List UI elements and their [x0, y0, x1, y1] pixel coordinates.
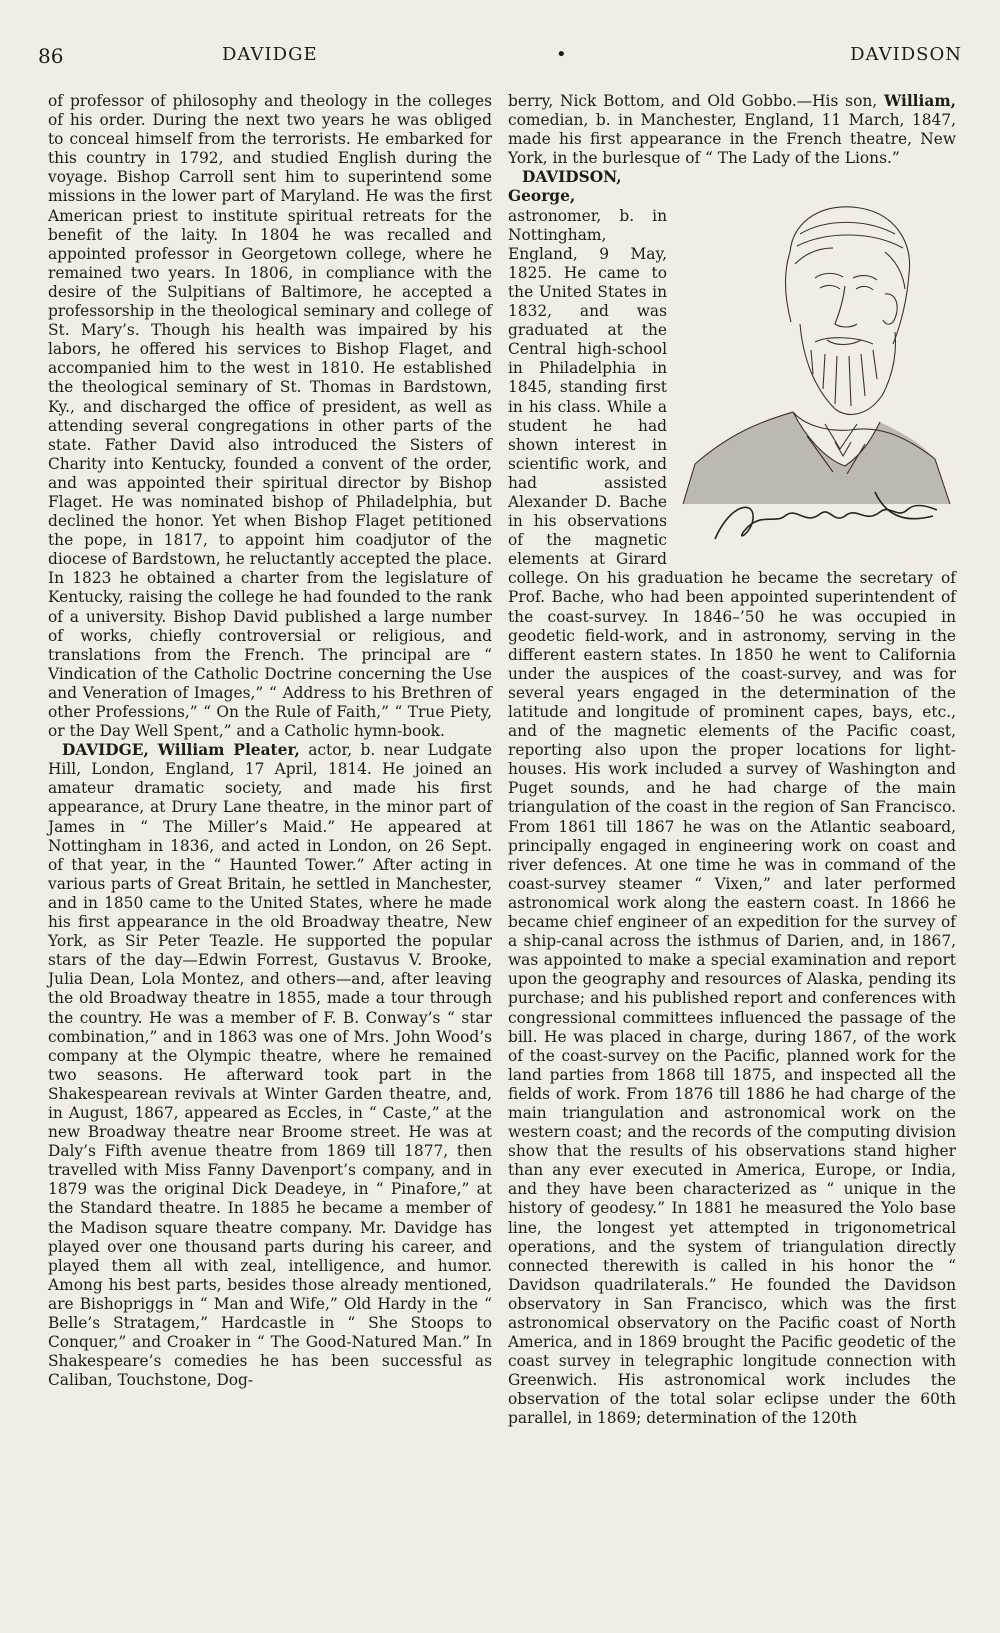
davidge-continuation-text: berry, Nick Bottom, and Old Gobbo.—His son, [508, 92, 884, 110]
page-number: 86 [38, 44, 64, 68]
davidson-entry-name: DAVIDSON, George, [508, 168, 622, 206]
right-column [508, 92, 956, 1429]
davidge-entry [48, 741, 492, 1390]
davidson-entry-text: astronomer, b. in Nottingham, England, 9 May, 1825. He came to the United States in 1832, and was graduated at the Central high-school in Philadelphia in 1845, standing first in his class. While a student he had shown interest in scientific work, and had assisted Alexander D. Bache in his observations of the magnetic elements at Girard college. On his graduation he became the secretary of Prof. Bache, who had been appointed superintendent of the coast-survey. In 1846–’50 he was occupied in geodetic field-work, and in astronomy, serving in the different eastern states. In 1850 he went to California under the auspices of the coast-survey, and was for several years engaged in the determination of the latitude and longitude of prominent capes, bays, etc., and of the magnetic elements of the Pacific coast, reporting also upon the proper locations for light-houses. His work included a survey of Washington and Puget sounds, and he had charge of the main triangulation of the coast in the region of San Francisco. From 1861 till 1867 he was on the Atlantic seaboard, principally engaged in engineering work on coast and river defences. At one time he was in command of the coast-survey steamer “ Vixen,” and later performed astronomical work along the eastern coast. In 1866 he became chief engineer of an expedition for the survey of a ship-canal across the isthmus of Darien, and, in 1867, was appointed to make a special examination and report upon the geography and resources of Alaska, pending its purchase; and his published report and conferences with congressional committees influenced the passage of the bill. He was placed in charge, during 1867, of the work of the coast-survey on the Pacific, planned work for the land parties from 1868 till 1875, and inspected all the fields of work. From 1876 till 1886 he had charge of the main triangulation and astronomical work on the western coast; and the records of the computing division show that the results of his observations stand higher than any ever executed in America, Europe, or India, and they have been characterized as “ unique in the history of geodesy.” In 1881 he measured the Yolo base line, the longest yet attempted in trigonometrical operations, and the system of triangulation directly connected therewith is called in his honor the “ Davidson quadrilaterals.” He founded the Davidson observatory in San Francisco, which was the first astronomical observatory on the Pacific coast of North America, and in 1869 brought the Pacific geodetic of the coast survey in telegraphic longitude connection with Greenwich. His astronomical work includes the observation of the total solar eclipse under the 60th parallel, in 1869; determination of the 120th [508, 206, 956, 1428]
running-header [38, 44, 962, 74]
davidson-entry [508, 168, 956, 1428]
davidge-entry-text: actor, b. near Ludgate Hill, London, England, 17 April, 1814. He joined an amateur dramatic society, and made his first appearance, at Drury Lane theatre, in the minor part of James in “ The Miller’s Maid.” He appeared at Nottingham in 1836, and acted in London, on 26 Sept. of that year, in the “ Haunted Tower.” After acting in various parts of Great Britain, he settled in Manchester, and in 1850 came to the United States, where he made his first appearance in the old Broadway theatre, New York, as Sir Peter Teazle. He supported the popular stars of the day—Edwin Forrest, Gustavus V. Brooke, Julia Dean, Lola Montez, and others—and, after leaving the old Broadway theatre in 1855, made a tour through the country. He was a member of F. B. Conway’s “ star combination,” and in 1863 was one of Mrs. John Wood’s company at the Olympic theatre, where he remained two seasons. He afterward took part in the Shakespearean revivals at Winter Garden theatre, and, in August, 1867, appeared as Eccles, in “ Caste,” at the new Broadway theatre near Broome street. He was at Daly’s Fifth avenue theatre from 1869 till 1877, then travelled with Miss Fanny Davenport’s company, and in 1879 was the original Dick Deadeye, in “ Pinafore,” at the Standard theatre. In 1885 he became a member of the Madison square theatre company. Mr. Davidge has played over one thousand parts during his career, and played them all with zeal, intelligence, and humor. Among his best parts, besides those already mentioned, are Bishopriggs in “ Man and Wife,” Old Hardy in the “ Belle’s Stratagem,” Hardcastle in “ She Stoops to Conquer,” and Croaker in “ The Good-Natured Man.” In Shakespeare’s comedies he has been successful as Caliban, Touchstone, Dog- [48, 741, 492, 1390]
davidge-son-paragraph [508, 92, 956, 168]
portrait-illustration [675, 174, 960, 559]
davidge-entry-name: DAVIDGE, William Pleater, [62, 741, 300, 760]
right-running-title: DAVIDSON [850, 44, 962, 65]
portrait-engraving [675, 174, 960, 559]
left-running-title: DAVIDGE [222, 44, 318, 65]
header-separator: • [556, 44, 567, 65]
david-entry-continuation: of professor of philosophy and theology in the colleges of his order. During the next two years he was obliged to conceal himself from the terrorists. He embarked for this country in 1792, and studied English during the voyage. Bishop Carroll sent him to superintend some missions in the lower part of Maryland. He was the first American priest to institute spiritual retreats for the benefit of the laity. In 1804 he was recalled and appointed professor in Georgetown college, where he remained two years. In 1806, in compliance with the desire of the Sulpitians of Baltimore, he accepted a professorship in the theological seminary and college of St. Mary’s. Though his health was impaired by his labors, he offered his services to Bishop Flaget, and accompanied him to the west in 1810. He established the theological seminary of St. Thomas in Bardstown, Ky., and discharged the office of president, as well as attending several congregations in other parts of the state. Father David also introduced the Sisters of Charity into Kentucky, founded a convent of the order, and was appointed their spiritual director by Bishop Flaget. He was nominated bishop of Philadelphia, but declined the honor. Yet when Bishop Flaget petitioned the pope, in 1817, to appoint him coadjutor of the diocese of Bardstown, he reluctantly accepted the place. In 1823 he obtained a charter from the legislature of Kentucky, raising the college he had founded to the rank of a university. Bishop David published a large number of works, chiefly controversial or religious, and translations from the French. The principal are “ Vindication of the Catholic Doctrine concerning the Use and Veneration of Images,” “ Address to his Brethren of other Professions,” “ On the Rule of Faith,” “ True Piety, or the Day Well Spent,” and a Catholic hymn-book. [48, 92, 492, 741]
son-name: William, [883, 92, 956, 110]
son-text: comedian, b. in Manchester, England, 11 March, 1847, made his first appearance in the French theatre, New York, in the burlesque of “ The Lady of the Lions.” [508, 111, 956, 168]
left-column [48, 92, 492, 1390]
